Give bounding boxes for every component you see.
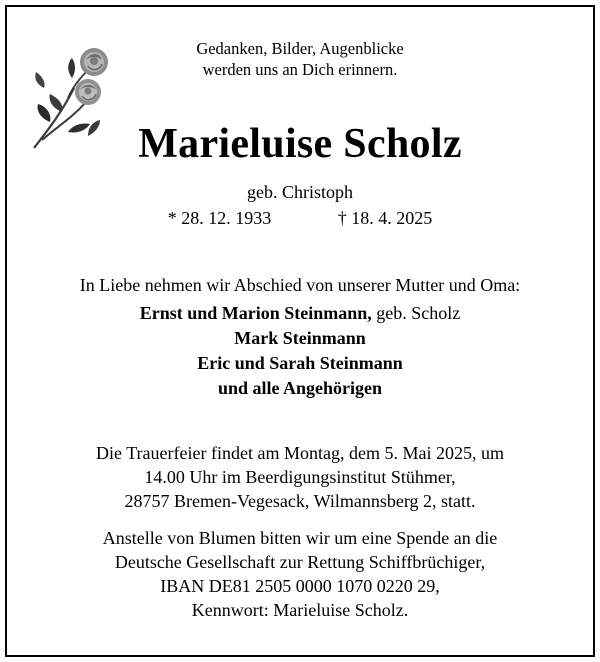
birth-name: geb. Christoph [247,182,353,202]
intro-text: In Liebe nehmen wir Abschied von unserer Mutter und Oma: [79,275,521,295]
donation-line-2: Deutsche Gesellschaft zur Rettung Schiffbrüchiger, [114,552,486,572]
death-date: † 18. 4. 2025 [337,208,433,228]
mourner-line-4: und alle Angehörigen [217,378,383,398]
funeral-line-3: 28757 Bremen-Vegesack, Wilmannsberg 2, statt. [124,491,476,511]
birth-date: * 28. 12. 1933 [167,208,272,228]
funeral-line-2: 14.00 Uhr im Beerdigungsinstitut Stühmer, [144,467,456,487]
quote-line-2: werden uns an Dich erinnern. [202,60,398,79]
deceased-name: Marieluise Scholz [138,121,462,167]
donation-line-3: IBAN DE81 2505 0000 1070 0220 29, [160,576,440,596]
funeral-line-1: Die Trauerfeier findet am Montag, dem 5. Mai 2025, um [96,443,504,463]
life-dates [0,208,600,229]
mourner-names-1: Ernst und Marion Steinmann, [139,303,372,323]
donation-line-4: Kennwort: Marieluise Scholz. [191,600,409,620]
mourner-maiden-name: geb. Scholz [371,303,461,323]
donation-line-1: Anstelle von Blumen bitten wir um eine Spende an die [102,528,498,548]
quote-line-1: Gedanken, Bilder, Augenblicke [196,39,404,58]
mourner-line-2: Mark Steinmann [234,328,366,348]
mourner-line-3: Eric und Sarah Steinmann [197,353,403,373]
mourner-line-1 [0,303,600,324]
